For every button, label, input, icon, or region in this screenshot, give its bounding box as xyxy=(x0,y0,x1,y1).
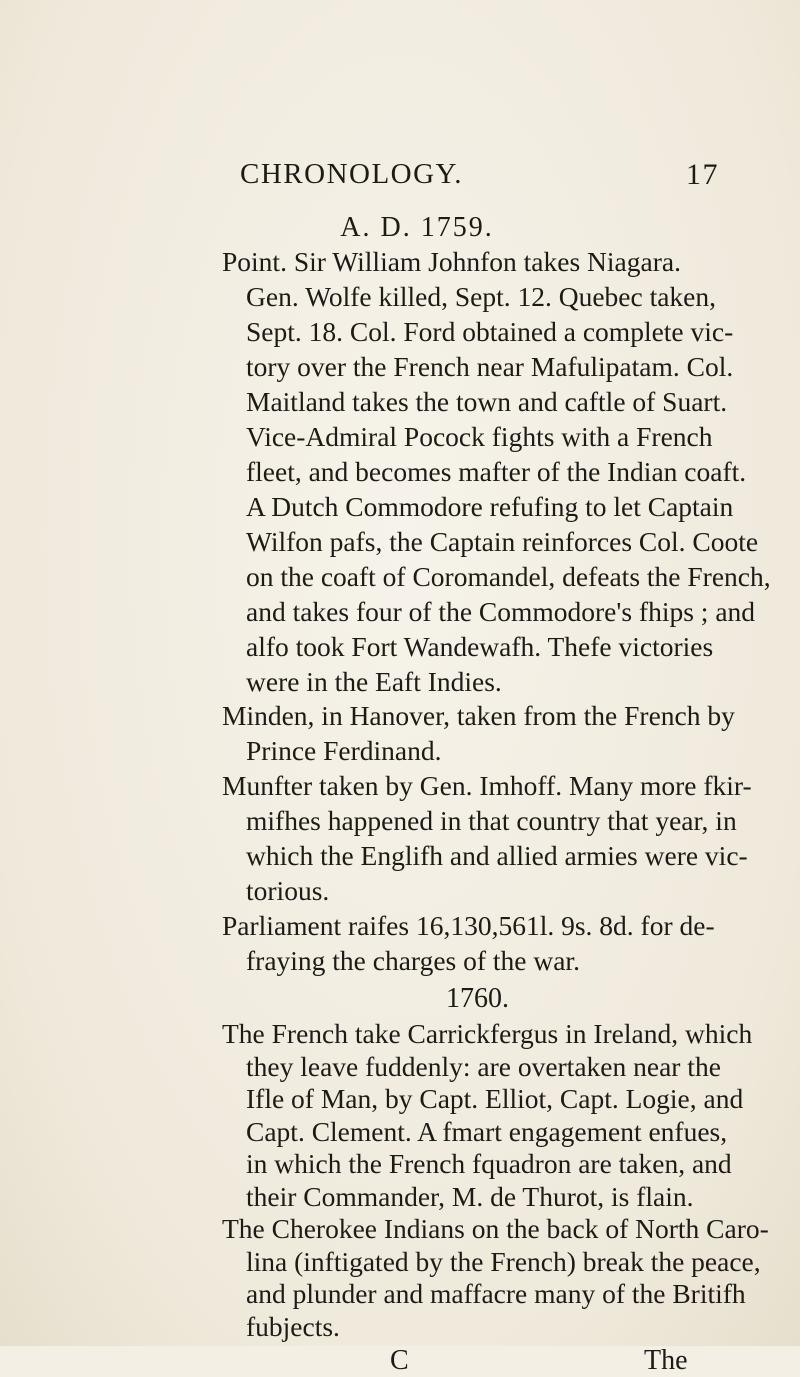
text-line: they leave fuddenly: are overtaken near the xyxy=(246,1050,721,1082)
text-line: which the Englifh and allied armies were vic- xyxy=(246,840,748,871)
text-line: Prince Ferdinand. xyxy=(246,735,442,766)
text-line: torious. xyxy=(246,875,330,906)
text-line: tory over the French near Mafulipatam. Col. xyxy=(246,351,734,382)
text-line: Point. Sir William Johnfon takes Niagara. xyxy=(222,246,681,277)
text-line: Vice-Admiral Pocock fights with a French xyxy=(246,421,713,452)
text-line: alfo took Fort Wandewafh. Thefe victories xyxy=(246,631,714,662)
text-line: Maitland takes the town and caftle of Suart. xyxy=(246,386,728,417)
text-line: were in the Eaft Indies. xyxy=(246,666,502,697)
signature-mark: C xyxy=(390,1345,409,1376)
text-line: in which the French fquadron are taken, and xyxy=(246,1148,732,1179)
text-line: Gen. Wolfe killed, Sept. 12. Quebec taken, xyxy=(246,281,716,312)
text-line: lina (inftigated by the French) break the peace, xyxy=(246,1245,761,1277)
year-heading-1759: A. D. 1759. xyxy=(340,212,494,243)
text-line: Munfter taken by Gen. Imhoff. Many more fkir- xyxy=(222,770,752,801)
text-line: fleet, and becomes mafter of the Indian coaft. xyxy=(246,456,747,487)
text-line: and takes four of the Commodore's fhips ; and xyxy=(246,596,756,627)
text-line: fraying the charges of the war. xyxy=(246,945,580,976)
year-heading-1760: 1760. xyxy=(446,983,509,1014)
text-line: Minden, in Hanover, taken from the French by xyxy=(222,700,735,731)
text-line: The Cherokee Indians on the back of North Caro- xyxy=(222,1213,769,1244)
text-line: The French take Carrickfergus in Ireland, which xyxy=(222,1018,753,1049)
text-line: Parliament raifes 16,130,561l. 9s. 8d. for de- xyxy=(222,910,715,941)
page-header xyxy=(0,158,800,198)
text-line: A Dutch Commodore refufing to let Captain xyxy=(246,491,734,522)
text-line: Ifle of Man, by Capt. Elliot, Capt. Logie, and xyxy=(246,1083,744,1114)
text-line: Sept. 18. Col. Ford obtained a complete vic- xyxy=(246,316,734,347)
text-line: mifhes happened in that country that year, in xyxy=(246,805,737,836)
text-line: Wilfon pafs, the Captain reinforces Col. Coote xyxy=(246,526,759,557)
running-head: CHRONOLOGY. xyxy=(240,158,464,190)
text-line: on the coaft of Coromandel, defeats the French, xyxy=(246,561,771,592)
text-line: their Commander, M. de Thurot, is flain. xyxy=(246,1180,694,1212)
page-number: 17 xyxy=(686,158,719,191)
text-line: Capt. Clement. A fmart engagement enfues, xyxy=(246,1115,728,1147)
text-line: and plunder and maffacre many of the Britifh xyxy=(246,1278,746,1309)
text-line: fubjects. xyxy=(246,1310,340,1342)
catchword: The xyxy=(644,1345,688,1376)
